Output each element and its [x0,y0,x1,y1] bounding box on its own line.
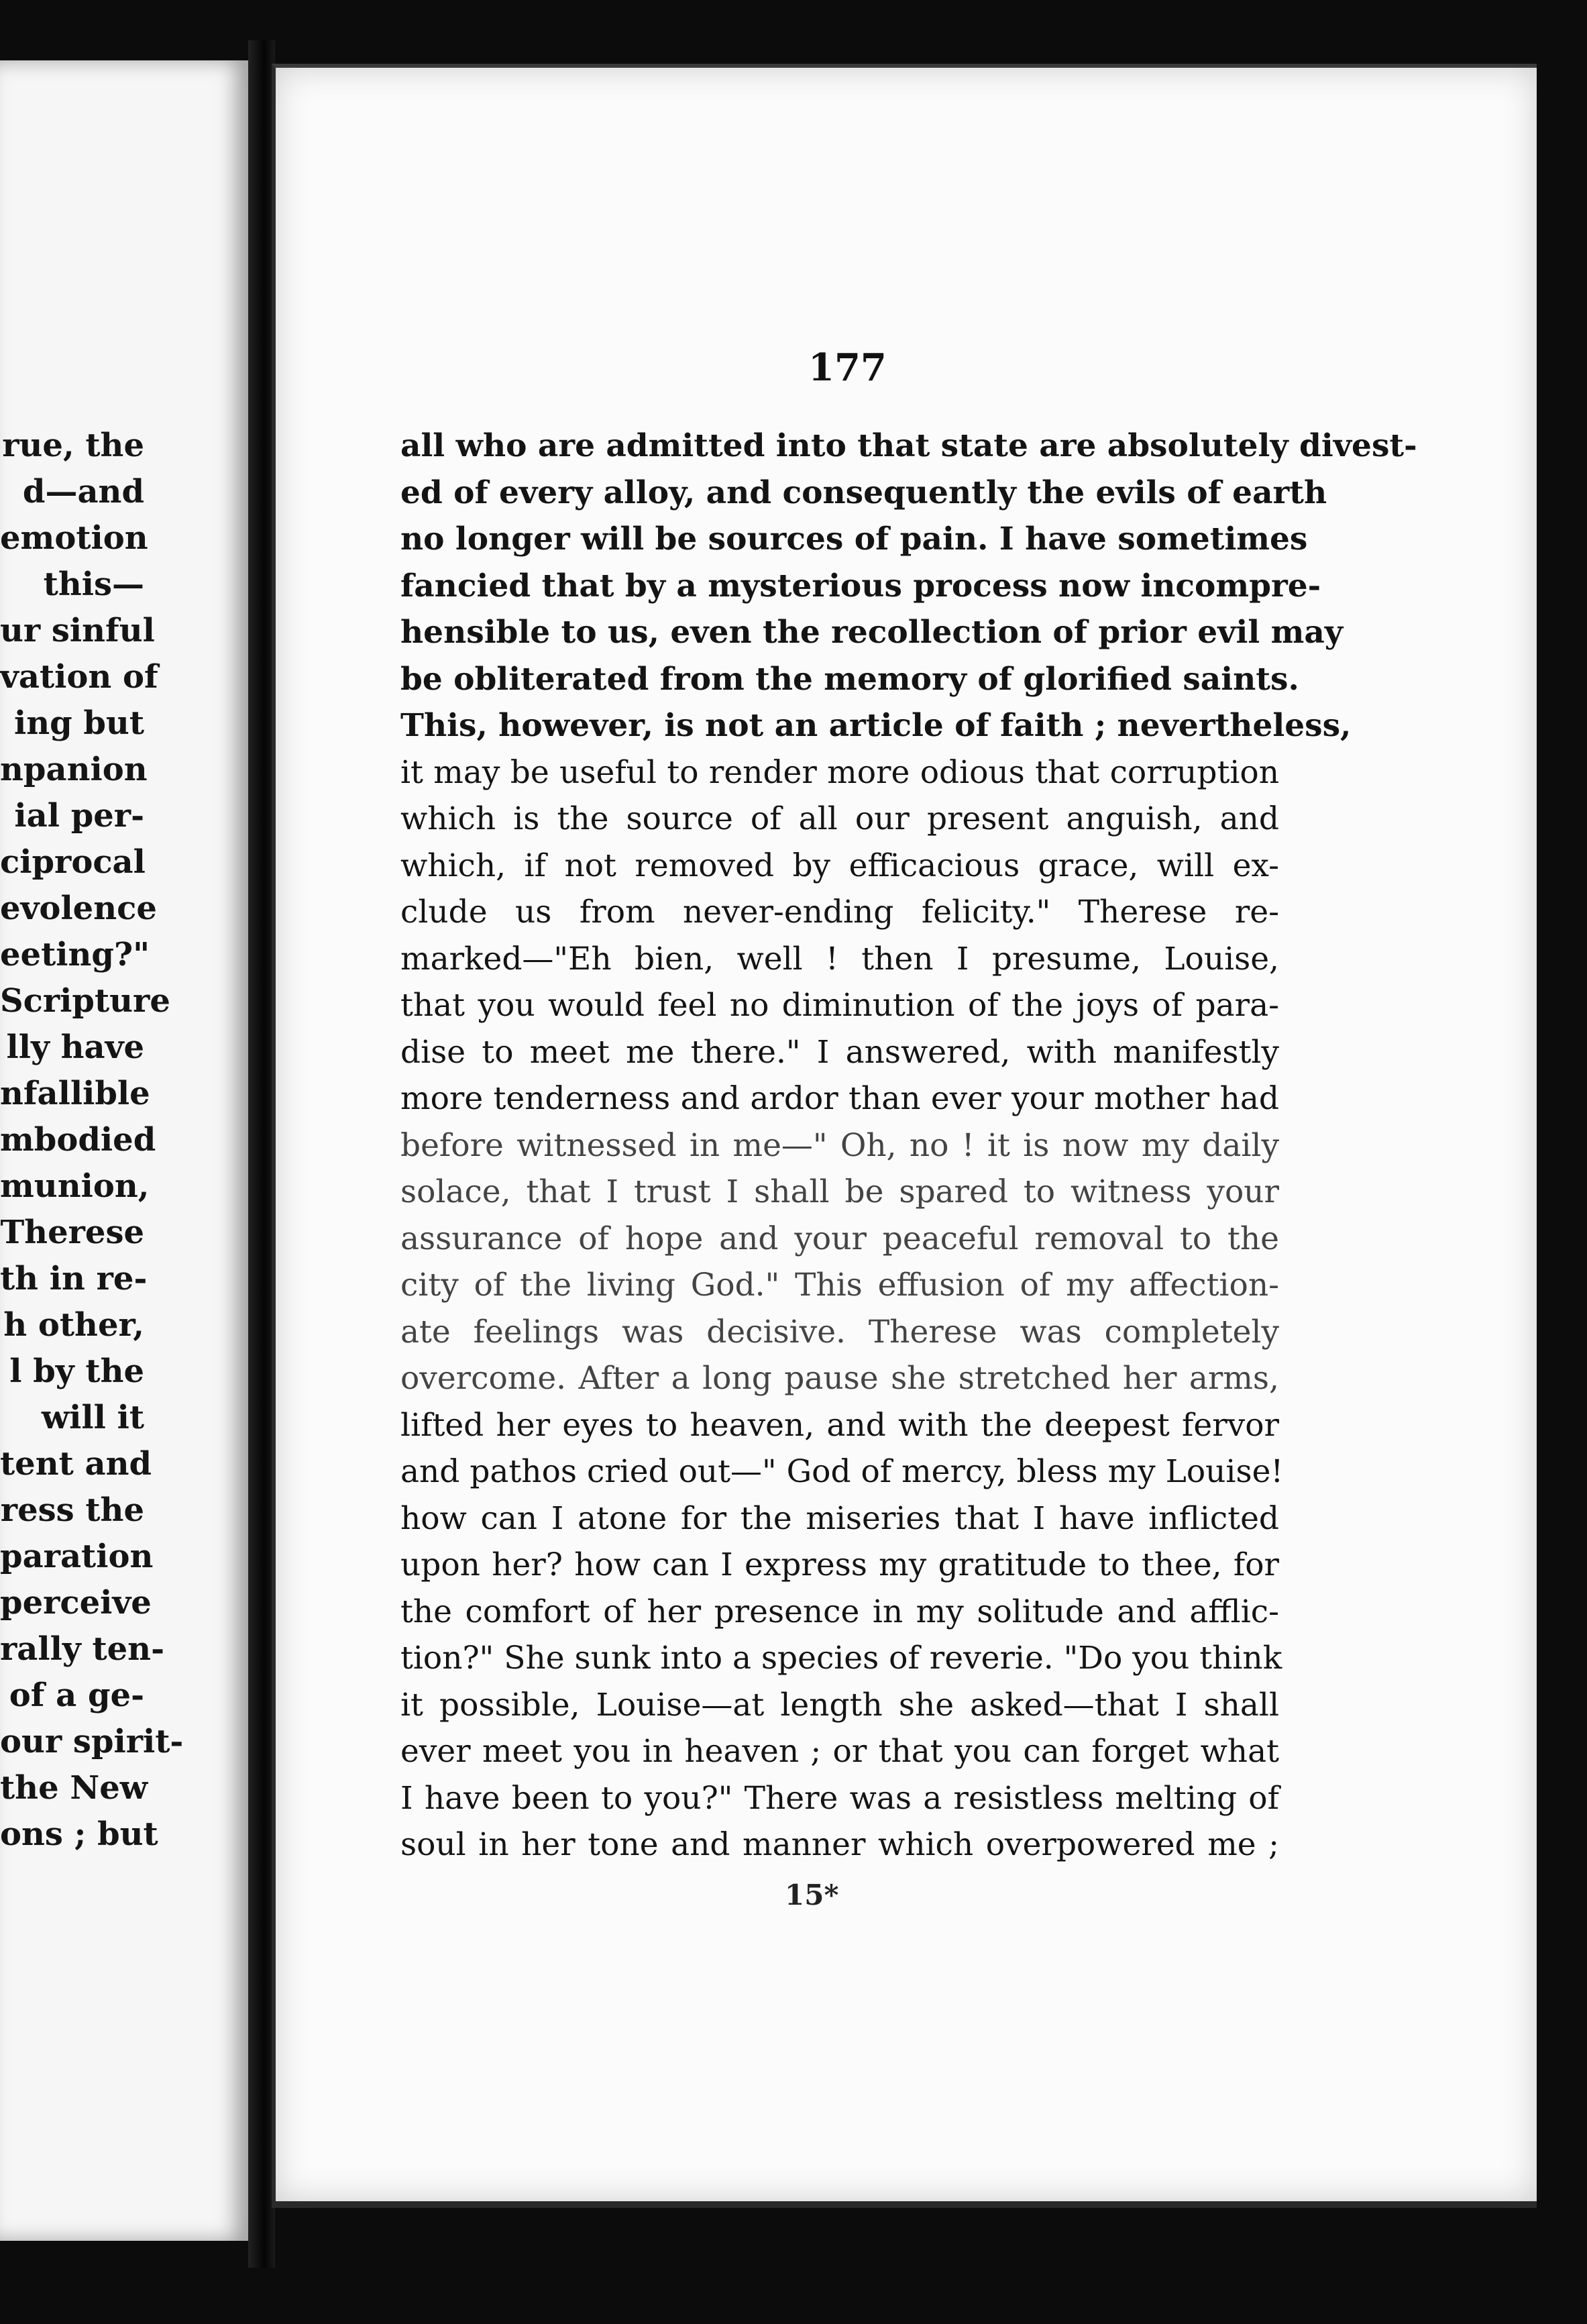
text-line: be obliterated from the memory of glorified saints. [400,660,1299,698]
text-line: tion?" She sunk into a species of reverie. "Do you think [400,1640,1282,1677]
left-line: of a ge- [9,1677,144,1714]
text-line: soul in her tone and manner which overpowered me ; [400,1826,1279,1863]
left-line: eeting?" [0,936,150,973]
left-line: ial per- [14,797,144,835]
left-line: tent and [0,1445,152,1483]
left-line: l by the [9,1353,144,1390]
text-line: ever meet you in heaven ; or that you can forget what [400,1733,1279,1770]
left-line: ur sinful [0,612,155,649]
text-line: more tenderness and ardor than ever your mother had [400,1080,1279,1117]
text-line: hensible to us, even the recollection of prior evil may [400,614,1344,651]
text-line: all who are admitted into that state are absolutely divest- [400,427,1417,464]
text-line: upon her? how can I express my gratitude to thee, for [400,1546,1279,1583]
page-body-text [400,423,1417,1868]
left-line: this— [43,566,144,603]
left-line: d—and [22,473,144,511]
left-line: Therese [0,1214,144,1251]
previous-page-fragment [0,60,248,2241]
text-line: no longer will be sources of pain. I have sometimes [400,521,1308,558]
left-line: mbodied [0,1121,156,1159]
text-line: clude us from never-ending felicity." Therese re- [400,894,1279,931]
left-line: npanion [0,751,148,788]
text-line: assurance of hope and your peaceful removal to the [400,1220,1279,1257]
left-line: vation of [0,658,158,696]
text-line: fancied that by a mysterious process now incompre- [400,567,1321,604]
left-line: th in re- [0,1260,148,1298]
text-line: it may be useful to render more odious that corruption [400,753,1279,791]
left-line: ing but [13,704,144,742]
text-line: before witnessed in me—" Oh, no ! it is now my daily [400,1126,1279,1164]
page-number: 177 [808,346,887,390]
book-gutter [248,40,275,2268]
text-line: which is the source of all our present anguish, and [400,800,1279,837]
text-line: it possible, Louise—at length she asked—that I shall [400,1686,1279,1724]
text-line: which, if not removed by efficacious grace, will ex- [400,847,1279,884]
left-line: perceive [0,1584,152,1622]
left-line: emotion [0,519,148,557]
text-line: marked—"Eh bien, well ! then I presume, Louise, [400,940,1279,978]
previous-page-text [0,423,184,1858]
left-line: h other, [3,1306,144,1344]
text-line: I have been to you?" There was a resistless melting of [400,1779,1279,1817]
text-line: lifted her eyes to heaven, and with the deepest fervor [400,1406,1279,1444]
text-line: that you would feel no diminution of the joys of para- [400,987,1279,1024]
left-line: evolence [0,890,157,927]
text-line: how can I atone for the miseries that I have inflicted [400,1499,1279,1537]
left-line: rally ten- [0,1630,164,1668]
text-line: and pathos cried out—" God of mercy, bless my Louise! [400,1453,1284,1490]
left-line: munion, [0,1167,150,1205]
left-line: ons ; but [0,1815,158,1853]
left-line: will it [41,1399,144,1436]
left-line: ciprocal [0,843,146,881]
text-line: city of the living God." This effusion of my affection- [400,1267,1279,1304]
text-line: overcome. After a long pause she stretched her arms, [400,1360,1279,1397]
signature-mark: 15* [785,1879,839,1911]
text-line: dise to meet me there." I answered, with manifestly [400,1033,1279,1071]
left-line: paration [0,1538,154,1575]
text-line: ate feelings was decisive. Therese was completely [400,1313,1279,1351]
text-line: solace, that I trust I shall be spared to witness your [400,1173,1279,1210]
text-line: the comfort of her presence in my solitude and afflic- [400,1593,1279,1630]
left-line: our spirit- [0,1723,184,1760]
left-line: lly have [6,1028,144,1066]
left-line: nfallible [0,1075,150,1112]
left-line: the New [0,1769,148,1807]
text-line: This, however, is not an article of faith ; nevertheless, [400,707,1352,744]
left-line: ress the [0,1491,144,1529]
left-line: rue, the [2,427,144,464]
left-line: Scripture [0,982,170,1020]
text-line: ed of every alloy, and consequently the evils of earth [400,474,1327,511]
